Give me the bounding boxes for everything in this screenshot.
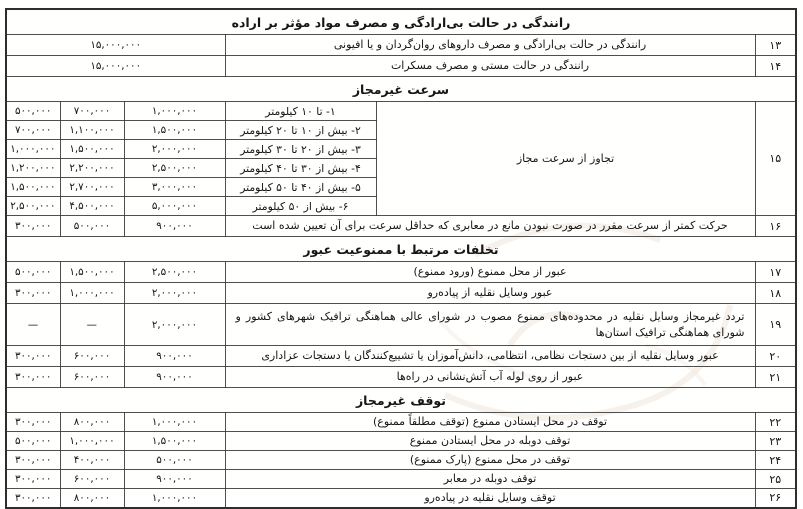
speed-range: ۶- بیش از ۵۰ کیلومتر xyxy=(225,197,376,216)
section-header-row xyxy=(6,237,796,262)
violation-desc: حرکت کمتر از سرعت مقرر در صورت نبودن مانع در معابری که حداقل سرعت برای آن تعیین شده است xyxy=(225,216,755,237)
section2-header: سرعت غیرمجاز xyxy=(6,77,796,102)
fine-amount: ۹۰۰,۰۰۰ xyxy=(124,470,225,489)
fine-amount: ۳,۰۰۰,۰۰۰ xyxy=(124,178,225,197)
fine-amount: ۶۰۰,۰۰۰ xyxy=(60,367,124,388)
table-row xyxy=(6,470,796,489)
violation-desc: تجاوز از سرعت مجاز xyxy=(376,102,755,216)
fine-amount: ۲,۰۰۰,۰۰۰ xyxy=(124,283,225,304)
violation-desc: توقف دوبله در معابر xyxy=(225,470,755,489)
row-number: ۱۶ xyxy=(755,216,796,237)
row-number: ۲۱ xyxy=(755,367,796,388)
speed-range: ۴- بیش از ۳۰ تا ۴۰ کیلومتر xyxy=(225,159,376,178)
row-number: ۱۵ xyxy=(755,102,796,216)
fine-amount: ۱,۰۰۰,۰۰۰ xyxy=(124,413,225,432)
fine-amount: ۶۰۰,۰۰۰ xyxy=(60,470,124,489)
fine-amount: ۱,۲۰۰,۰۰۰ xyxy=(6,159,60,178)
fine-amount: ۵۰۰,۰۰۰ xyxy=(6,102,60,121)
fine-amount: ۸۰۰,۰۰۰ xyxy=(60,413,124,432)
fine-amount: ۳۰۰,۰۰۰ xyxy=(6,283,60,304)
row-number: ۱۹ xyxy=(755,304,796,346)
fine-amount: ۹۰۰,۰۰۰ xyxy=(124,346,225,367)
table-row xyxy=(6,262,796,283)
speed-range: ۱- تا ۱۰ کیلومتر xyxy=(225,102,376,121)
fine-amount: ۴,۵۰۰,۰۰۰ xyxy=(60,197,124,216)
fine-amount: ۳۰۰,۰۰۰ xyxy=(6,367,60,388)
speed-range: ۳- بیش از ۲۰ تا ۳۰ کیلومتر xyxy=(225,140,376,159)
row-number: ۱۴ xyxy=(755,56,796,77)
fine-amount: ۲,۲۰۰,۰۰۰ xyxy=(60,159,124,178)
table-row xyxy=(6,413,796,432)
fine-amount: ۵۰۰,۰۰۰ xyxy=(6,262,60,283)
violation-desc: توقف در محل ممنوع (پارک ممنوع) xyxy=(225,451,755,470)
section4-header: توقف غیرمجاز xyxy=(6,388,796,413)
violation-desc: تردد غیرمجاز وسایل نقلیه در محدوده‌های ممنوع مصوب در شورای عالی هماهنگی ترافیک شهرهای کشور و شورای هماهنگی ترافیک استان‌ها xyxy=(225,304,755,346)
fine-amount: ۱,۰۰۰,۰۰۰ xyxy=(60,432,124,451)
fine-amount: ۱۵,۰۰۰,۰۰۰ xyxy=(6,35,225,56)
table-row xyxy=(6,451,796,470)
fine-amount: ۸۰۰,۰۰۰ xyxy=(60,489,124,508)
fine-amount: ۲,۰۰۰,۰۰۰ xyxy=(124,140,225,159)
row-number: ۲۳ xyxy=(755,432,796,451)
fine-amount: ۳۰۰,۰۰۰ xyxy=(6,346,60,367)
fine-amount: ۱,۵۰۰,۰۰۰ xyxy=(124,432,225,451)
fine-amount: ۱,۰۰۰,۰۰۰ xyxy=(6,140,60,159)
fine-amount: ۱,۵۰۰,۰۰۰ xyxy=(60,140,124,159)
row-number: ۲۲ xyxy=(755,413,796,432)
table-row xyxy=(6,432,796,451)
fine-amount: ۱,۰۰۰,۰۰۰ xyxy=(124,102,225,121)
fine-amount: ۲,۰۰۰,۰۰۰ xyxy=(124,304,225,346)
fine-amount: ۱,۵۰۰,۰۰۰ xyxy=(124,121,225,140)
table-row xyxy=(6,489,796,508)
fine-amount: ۱,۱۰۰,۰۰۰ xyxy=(60,121,124,140)
fine-amount: ۱,۵۰۰,۰۰۰ xyxy=(60,262,124,283)
fine-amount: ۷۰۰,۰۰۰ xyxy=(60,102,124,121)
fine-amount: ۷۰۰,۰۰۰ xyxy=(6,121,60,140)
row-number: ۲۶ xyxy=(755,489,796,508)
section-header-row xyxy=(6,9,796,35)
fine-amount: ۳۰۰,۰۰۰ xyxy=(6,451,60,470)
speed-range: ۵- بیش از ۴۰ تا ۵۰ کیلومتر xyxy=(225,178,376,197)
fine-amount: ۱,۵۰۰,۰۰۰ xyxy=(6,178,60,197)
violation-desc: رانندگی در حالت مستی و مصرف مسکرات xyxy=(225,56,755,77)
speed-range: ۲- بیش از ۱۰ تا ۲۰ کیلومتر xyxy=(225,121,376,140)
fine-amount: ۹۰۰,۰۰۰ xyxy=(124,216,225,237)
fine-amount: ۶۰۰,۰۰۰ xyxy=(60,346,124,367)
fine-amount: ۳۰۰,۰۰۰ xyxy=(6,216,60,237)
table-row xyxy=(6,35,796,56)
table-row xyxy=(6,283,796,304)
table-row xyxy=(6,216,796,237)
traffic-fines-table xyxy=(5,8,797,509)
fine-amount: ۴۰۰,۰۰۰ xyxy=(60,451,124,470)
fine-amount: ۵۰۰,۰۰۰ xyxy=(60,216,124,237)
row-number: ۲۵ xyxy=(755,470,796,489)
table-row xyxy=(6,346,796,367)
fine-amount: ۲,۵۰۰,۰۰۰ xyxy=(124,159,225,178)
fine-amount-dash: — xyxy=(6,304,60,346)
violation-desc: رانندگی در حالت بی‌ارادگی و مصرف داروهای روان‌گردان و یا افیونی xyxy=(225,35,755,56)
violation-desc: توقف وسایل نقلیه در پیاده‌رو xyxy=(225,489,755,508)
fine-amount: ۵,۰۰۰,۰۰۰ xyxy=(124,197,225,216)
row-number: ۱۷ xyxy=(755,262,796,283)
section-header-row xyxy=(6,77,796,102)
section3-header: تخلفات مرتبط با ممنوعیت عبور xyxy=(6,237,796,262)
row-number: ۱۸ xyxy=(755,283,796,304)
violation-desc: عبور وسایل نقلیه از پیاده‌رو xyxy=(225,283,755,304)
fine-amount: ۲,۷۰۰,۰۰۰ xyxy=(60,178,124,197)
table-row xyxy=(6,102,796,121)
violation-desc: عبور از محل ممنوع (ورود ممنوع) xyxy=(225,262,755,283)
violation-desc: عبور وسایل نقلیه از بین دستجات نظامی، انتظامی، دانش‌آموزان یا تشییع‌کنندگان یا دستجات عزاداری xyxy=(225,346,755,367)
fine-amount: ۱۵,۰۰۰,۰۰۰ xyxy=(6,56,225,77)
fine-amount: ۳۰۰,۰۰۰ xyxy=(6,413,60,432)
fine-amount: ۲,۵۰۰,۰۰۰ xyxy=(124,262,225,283)
fine-amount-dash: — xyxy=(60,304,124,346)
row-number: ۲۰ xyxy=(755,346,796,367)
fine-amount: ۳۰۰,۰۰۰ xyxy=(6,489,60,508)
fine-amount: ۵۰۰,۰۰۰ xyxy=(124,451,225,470)
violation-desc: توقف دوبله در محل ایستادن ممنوع xyxy=(225,432,755,451)
fine-amount: ۱,۰۰۰,۰۰۰ xyxy=(60,283,124,304)
fine-amount: ۹۰۰,۰۰۰ xyxy=(124,367,225,388)
section1-header: رانندگی در حالت بی‌ارادگی و مصرف مواد مؤثر بر اراده xyxy=(6,9,796,35)
row-number: ۱۳ xyxy=(755,35,796,56)
violation-desc: توقف در محل ایستادن ممنوع (توقف مطلقاً ممنوع) xyxy=(225,413,755,432)
violation-desc: عبور از روی لوله آب آتش‌نشانی در راه‌ها xyxy=(225,367,755,388)
table-row xyxy=(6,304,796,346)
table-row xyxy=(6,367,796,388)
fine-amount: ۵۰۰,۰۰۰ xyxy=(6,432,60,451)
table-row xyxy=(6,56,796,77)
fine-amount: ۱,۰۰۰,۰۰۰ xyxy=(124,489,225,508)
row-number: ۲۴ xyxy=(755,451,796,470)
section-header-row xyxy=(6,388,796,413)
fine-amount: ۲,۵۰۰,۰۰۰ xyxy=(6,197,60,216)
fine-amount: ۳۰۰,۰۰۰ xyxy=(6,470,60,489)
